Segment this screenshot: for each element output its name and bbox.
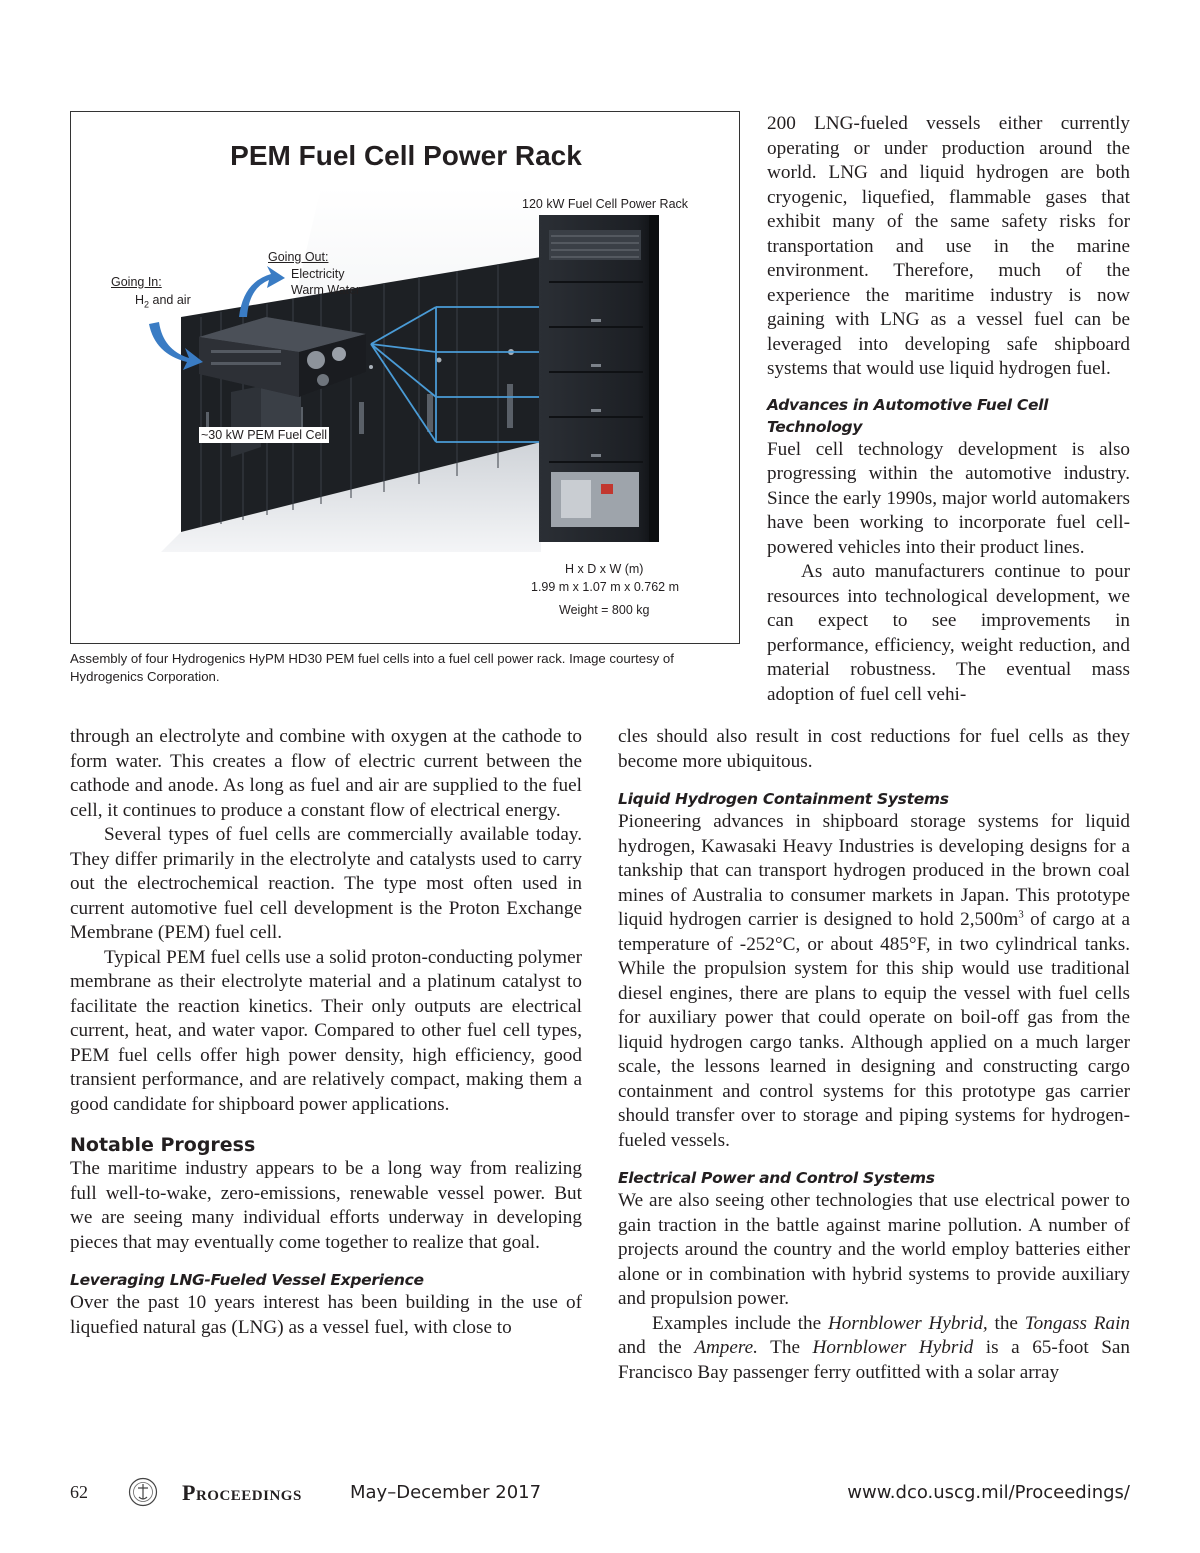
right-column-top bbox=[767, 112, 1130, 707]
figure-pem-fuel-cell-power-rack bbox=[70, 111, 740, 644]
section-subheading: Liquid Hydrogen Containment Systems bbox=[618, 790, 949, 808]
section-heading: Notable Progress bbox=[70, 1134, 256, 1156]
publication-date: May–December 2017 bbox=[350, 1482, 542, 1503]
section-subheading: Advances in Automotive Fuel Cell Technology bbox=[767, 395, 1049, 436]
paragraph: Fuel cell technology development is also progressing within the automotive industry. Since the early 1990s, major world automakers have been working to incorporate fuel cell-powered vehicles into their product lines. bbox=[767, 438, 1130, 558]
dimensions-values: 1.99 m x 1.07 m x 0.762 m bbox=[531, 580, 679, 594]
paragraph: Pioneering advances in shipboard storage systems for liquid hydrogen, Kawasaki Heavy Industries is developing designs for a tankship that can transport hydrogen produced in the brown coal mines of Australia to consumer markets in Japan. This prototype liquid hydrogen carrier is designed to hold $2,500m^3$ of cargo at a temperature of -252°C, or about 485°F, in two cylindrical tanks. While the propulsion system for this ship would use traditional diesel engines, there are plans to equip the vessel with fuel cells for auxiliary power that could operate on boil-off gas from the liquid hydrogen cargo tanks. Although applied on a much larger scale, the lessons learned in designing and constructing cargo containment and control systems for this prototype gas carrier should transfer over to storage and piping systems for hydrogen-fueled vessels. bbox=[618, 811, 1130, 1151]
weight-label: Weight = 800 kg bbox=[559, 603, 650, 617]
going-in-text: $H_2$ and air bbox=[135, 293, 191, 310]
page-footer bbox=[70, 1482, 1130, 1512]
rack-label: 120 kW Fuel Cell Power Rack bbox=[522, 197, 689, 211]
going-out-warm-water: Warm Water bbox=[291, 283, 361, 297]
left-column bbox=[70, 725, 582, 1340]
dimensions-heading: H x D x W (m) bbox=[565, 562, 644, 576]
fuel-cell-label: ~30 kW PEM Fuel Cell bbox=[201, 428, 328, 442]
paragraph: Typical PEM fuel cells use a solid proton-conducting polymer membrane as their electrolyte material and a platinum catalyst to facilitate the reaction kinetics. Their only outputs are electrical current, heat, and water vapor. Compared to other fuel cell types, PEM fuel cells offer high power density, high efficiency, good transient performance, and are relatively compact, making them a good candidate for shipboard power applications. bbox=[70, 946, 582, 1115]
right-column-bottom bbox=[618, 725, 1130, 1385]
section-subheading: Electrical Power and Control Systems bbox=[618, 1169, 935, 1187]
figure-title: PEM Fuel Cell Power Rack bbox=[230, 140, 582, 171]
publication-url: www.dco.uscg.mil/Proceedings/ bbox=[847, 1482, 1130, 1503]
paragraph: Examples include the Hornblower Hybrid, the Tongass Rain and the Ampere. The Hornblower Hybrid is a 65-foot San Francisco Bay passenger ferry outfitted with a solar array bbox=[618, 1312, 1130, 1383]
paragraph: We are also seeing other technologies that use electrical power to gain traction in the battle against marine pollution. A number of projects around the country and the world employ batteries either alone or in combination with hybrid systems to provide auxiliary and propulsion power. bbox=[618, 1190, 1130, 1309]
page-number: 62 bbox=[70, 1482, 88, 1502]
paragraph: Over the past 10 years interest has been building in the use of liquefied natural gas (LNG) as a vessel fuel, with close to bbox=[70, 1292, 582, 1338]
power-rack-photo bbox=[539, 215, 659, 542]
figure-caption: Assembly of four Hydrogenics HyPM HD30 PEM fuel cells into a fuel cell power rack. Image courtesy of Hydrogenics Corporation. bbox=[70, 651, 674, 684]
going-out-heading: Going Out: bbox=[268, 250, 329, 264]
paragraph: Several types of fuel cells are commercially available today. They differ primarily in the electrolyte and catalysts used to carry out the electrochemical reaction. The type most often used in current automotive fuel cell development is the Proton Exchange Membrane (PEM) fuel cell. bbox=[70, 824, 582, 943]
section-subheading: Leveraging LNG-Fueled Vessel Experience bbox=[70, 1271, 424, 1289]
paragraph: cles should also result in cost reductions for fuel cells as they become more ubiquitous. bbox=[618, 726, 1130, 772]
coast-guard-seal-icon bbox=[128, 1477, 158, 1507]
publication-name: Proceedings bbox=[182, 1480, 302, 1505]
paragraph: The maritime industry appears to be a long way from realizing full well-to-wake, zero-emissions, renewable vessel power. But we are seeing many individual efforts underway in developing pieces that may eventually come together to realize that goal. bbox=[70, 1158, 582, 1253]
paragraph: 200 LNG-fueled vessels either currently operating or under production around the world. LNG and liquid hydrogen are both cryogenic, liquefied, flammable gases that exhibit many of the same safety risks for transportation and use in the marine environment. Therefore, much of the experience the maritime industry is now gaining with LNG as a vessel fuel can be leveraged into developing safe shipboard systems that would use liquid hydrogen fuel. bbox=[767, 113, 1130, 379]
paragraph: As auto manufacturers continue to pour resources into technological development, we can expect to see improvements in performance, efficiency, weight reduction, and material robustness. The eventual mass adoption of fuel cell vehi- bbox=[767, 561, 1130, 705]
going-out-electricity: Electricity bbox=[291, 267, 345, 281]
going-in-heading: Going In: bbox=[111, 275, 162, 289]
paragraph: through an electrolyte and combine with oxygen at the cathode to form water. This creates a flow of electric current between the cathode and anode. As long as fuel and air are supplied to the fuel cell, it continues to produce a constant flow of electrical energy. bbox=[70, 726, 582, 821]
